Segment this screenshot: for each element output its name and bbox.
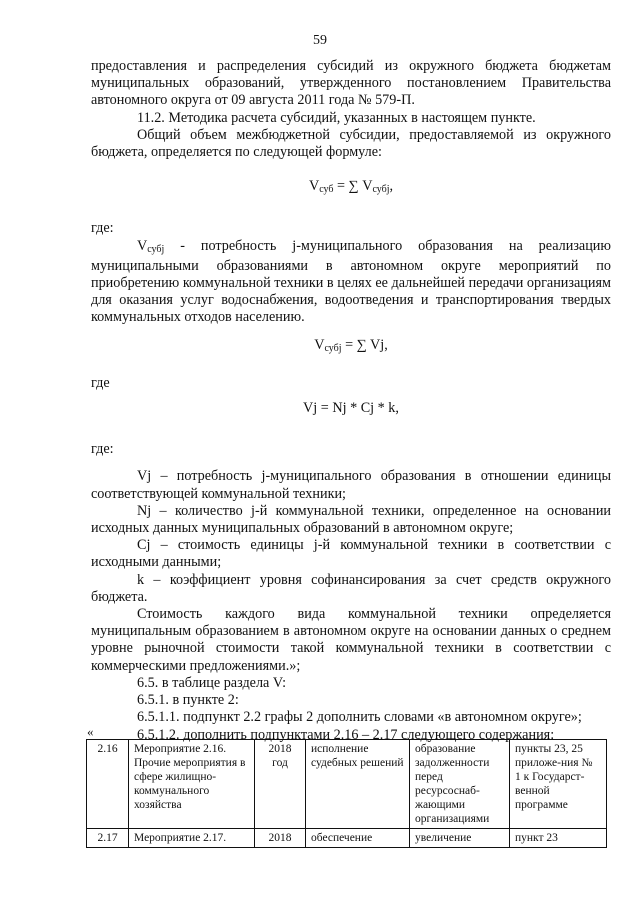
event-name: Мероприятие 2.16. Прочие мероприятия в сфере жилищно-коммунального хозяйства	[129, 740, 255, 829]
row-number: 2.16	[87, 740, 129, 829]
paragraph-method-heading: 11.2. Методика расчета субсидий, указанных в настоящем пункте.	[137, 109, 536, 126]
table-row	[87, 740, 607, 829]
formula-total-subsidy: $V_{суб}$ = ∑ $V_{субj}$,	[308, 178, 394, 196]
definition-v-subj: $V_{субj}$ - потребность j-муниципального образования на реализацию муниципальными образованиями в автономном округе мероприятий по приобретению коммунальной техники в целях ее дальнейшей передачи организациям для оказания услуг водоснабжения, водоотведения и транспортирования твердых коммунальных отходов населению.	[91, 237, 611, 326]
formula-vj: Vj = Nj * Cj * k,	[303, 400, 399, 417]
definition-vj: Vj – потребность j-муниципального образования в отношении единицы соответствующей коммунальной техники;	[91, 468, 611, 502]
event-result: образование задолженности перед ресурсоснаб-жающими организациями	[410, 740, 510, 829]
page-number: 59	[313, 33, 327, 48]
document-body	[91, 58, 611, 744]
table-row	[87, 829, 607, 848]
where-label-2: где	[91, 374, 110, 391]
paragraph-subsidy-rules: предоставления и распределения субсидий из окружного бюджета бюджетам муниципальных образований, утвержденного постановлением Правительства автономного округа от 09 августа 2011 года № 579-П.	[91, 58, 611, 109]
event-name: Мероприятие 2.17.	[129, 829, 255, 848]
section-6-5-1-1: 6.5.1.1. подпункт 2.2 графы 2 дополнить словами «в автономном округе»;	[137, 709, 582, 726]
paragraph-cost: Стоимость каждого вида коммунальной техники определяется муниципальным образованием в автономном округе на основании данных о среднем уровне рыночной стоимости такой коммунальной техники в соответствии с коммерческими предложениями.»;	[91, 606, 611, 674]
section-6-5: 6.5. в таблице раздела V:	[137, 674, 287, 691]
event-basis: пункт 23	[510, 829, 607, 848]
section-6-5-1-2: 6.5.1.2. дополнить подпунктами 2.16 – 2.17 следующего содержания:	[137, 726, 555, 743]
amendment-table-wrapper	[86, 739, 606, 848]
event-year: 2018 год	[255, 740, 306, 829]
formula-v-subj: $V_{субj}$ = ∑ Vj,	[314, 336, 388, 354]
event-method: обеспечение	[306, 829, 410, 848]
definition-nj: Nj – количество j-й коммунальной техники, определенное на основании исходных данных муниципальных образований в автономном округе;	[91, 502, 611, 537]
definition-k: k – коэффициент уровня софинансирования за счет средств окружного бюджета.	[91, 571, 611, 605]
event-year: 2018	[255, 829, 306, 848]
where-label-1: где:	[91, 220, 114, 237]
amendment-table	[86, 739, 607, 848]
event-result: увеличение	[410, 829, 510, 848]
event-basis: пункты 23, 25 приложе-ния № 1 к Государст-венной программе	[510, 740, 607, 829]
section-6-5-1: 6.5.1. в пункте 2:	[137, 692, 239, 709]
where-label-3: где:	[91, 441, 114, 458]
definition-cj: Cj – стоимость единицы j-й коммунальной техники в соответствии с исходными данными;	[91, 537, 611, 571]
event-method: исполнение судебных решений	[306, 740, 410, 829]
row-number: 2.17	[87, 829, 129, 848]
table-opening-quote: «	[87, 724, 94, 739]
paragraph-total-volume: Общий объем межбюджетной субсидии, предоставляемой из окружного бюджета, определяется по следующей формуле:	[91, 126, 611, 161]
